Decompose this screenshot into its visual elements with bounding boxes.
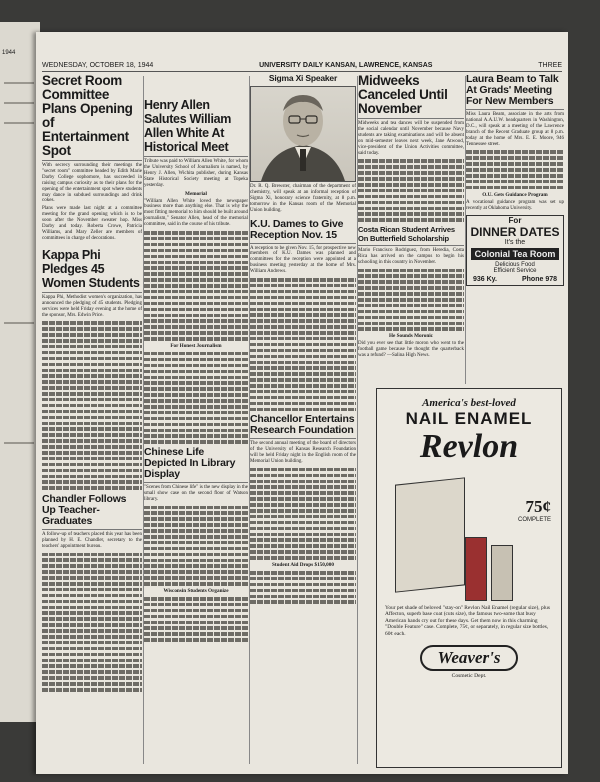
newspaper-page (36, 32, 568, 774)
headline-henry-allen: Henry Allen Salutes William Allen White At Historical Meet (144, 98, 248, 157)
base-coat-bottle-icon (491, 545, 513, 601)
header-page: THREE (538, 62, 562, 69)
revlon-description: Your pet shade of beloved "stay-on" Revlon Nail Enamel (regular size), plus Affecton, superb base coat (cuts size), the famous two-some that busy American hands cry out for these days. Get them now in this charming "Double Feature" case. Complete, 75¢, or separately, in regular size bottles, 60¢ each. (385, 605, 550, 637)
ad-title: DINNER DATES (470, 225, 560, 240)
headline-laura-beam: Laura Beam to Talk At Grads' Meeting For New Members (466, 74, 564, 110)
article-text: A vocational guidance program was set up recently at Oklahoma University. (466, 199, 564, 211)
ad-phone: Phone 978 (521, 276, 557, 284)
revlon-price: 75¢ (525, 497, 551, 516)
ad-place: Colonial Tea Room (471, 248, 559, 260)
ad-line-1: Delicious Food (495, 262, 535, 269)
column-5 (466, 74, 564, 286)
photo-headline: Sigma Xi Speaker (268, 73, 338, 83)
ad-line-2: Efficient Service (493, 268, 537, 275)
headline-secret-room: Secret Room Committee Plans Opening of Entertainment Spot (42, 74, 142, 161)
ad-its: It's the (504, 239, 526, 247)
revlon-tagline: America's best-loved (422, 397, 516, 409)
article-body-lines (42, 321, 142, 489)
subhead: Wisconsin Students Organize (163, 588, 229, 595)
product-box-icon (395, 477, 465, 592)
article-body-lines (250, 278, 356, 411)
article-text: "Scenes from Chinese life" is the new display in the small show case on the second floor of Watson library. (144, 484, 248, 502)
portrait-illustration (251, 87, 355, 181)
headline-chandler: Chandler Follows Up Teacher-Graduates (42, 494, 142, 530)
prev-page-tab: 1944 (2, 50, 16, 56)
article-body-lines (358, 269, 464, 331)
nail-enamel-bottle-icon (465, 537, 487, 601)
headline-midweeks: Midweeks Canceled Until November (358, 74, 464, 119)
subhead: Student Aid Drops $150,000 (272, 562, 334, 569)
revlon-complete: COMPLETE (517, 517, 551, 523)
prev-text-line (4, 442, 34, 444)
subhead: Memorial (185, 190, 207, 197)
article-text: Kappa Phi, Methodist women's organization, has announced the pledging of 45 students. Pledging services were held Friday evening at the home of the sponsor, Mrs. Edwin Price. (42, 294, 142, 318)
article-body-lines (144, 231, 248, 341)
article-text: Miss Laura Beam, associate in the arts from national A.A.U.W. headquarters in Washington, D.C., will speak at a meeting of the Lawrence branch of the Recent Graduate group at 8 p.m. today at the home of Mrs. E. E. Moore, 946 Tennessee street. (466, 112, 564, 147)
article-body-lines (250, 571, 356, 604)
article-text: A follow-up of teachers placed this year has been planned by H. E. Chandler, secretary to the teachers' appointment bureau. (42, 531, 142, 549)
headline-costa-rican: Costa Rican Student Arrives On Butterfield Scholarship (358, 225, 464, 246)
article-body-lines (358, 159, 464, 221)
subhead: For Honest Journalism (170, 342, 222, 349)
weavers-logo: Weaver's (420, 645, 519, 671)
previous-page-edge (0, 22, 40, 722)
ad-address: 936 Ky. (473, 276, 497, 284)
headline-chinese-life: Chinese Life Depicted In Library Display (144, 447, 248, 483)
article-text: Tribute was paid to William Allen White, for whom the University School of Journalism is named, by Henry J. Allen, Wichita publisher, during Kansas State Historical Society meeting at Topeka yesterday. (144, 159, 248, 188)
article-text: Plans were made last night at a committee meeting for the grand opening which is to be soon after the November sweater hop. Miss Darby and today. Roberta Crowe, Patricia Williams, and Mary Zeller are members of committees in charge of decorations. (42, 206, 142, 241)
subhead: O.U. Gets Guidance Program (482, 191, 548, 198)
weavers-dept: Cosmetic Dept. (451, 673, 487, 680)
headline-ku-dames: K.U. Dames to Give Reception Nov. 15 (250, 219, 356, 244)
revlon-logo-text: Revlon (419, 428, 519, 465)
prev-text-line (4, 322, 34, 324)
revlon-ad (376, 388, 562, 768)
revlon-product: NAIL ENAMEL (405, 409, 533, 428)
article-body-lines (144, 352, 248, 444)
article-body-lines (466, 150, 564, 189)
header-paper: UNIVERSITY DAILY KANSAN, LAWRENCE, KANSAS (259, 62, 433, 69)
column-1 (42, 74, 142, 694)
subhead: He Sounds Moronic (388, 333, 433, 340)
article-text: "William Allen White loved the newspaper business more than anything else. That is why the most fitting memorial to him should be built around journalism," Senator Allen, head of the memorial committee, said in the course of his tribute. (144, 198, 248, 228)
article-text: Midweeks and tea dances will be suspended from the social calendar until November because Navy students are taking examinations and will be absent on mid-semester leaves next week, Jane Atwood, vice-president of the Union Activities committee, said today. (358, 121, 464, 156)
header-date: WEDNESDAY, OCTOBER 18, 1944 (42, 62, 154, 69)
headline-kappa-phi: Kappa Phi Pledges 45 Women Students (42, 248, 142, 293)
headline-chancellor: Chancellor Entertains Research Foundation (250, 414, 356, 439)
tea-room-ad (466, 215, 564, 286)
article-body-lines (42, 553, 142, 692)
portrait-photo (250, 86, 356, 182)
page-header (42, 60, 562, 72)
article-body-lines (250, 468, 356, 560)
article-text: A reception to be given Nov. 15, for prospective new members of K.U. Dames was planned and committees for the reception were appointed at a business meeting yesterday at the home of Mrs. William Andrews. (250, 245, 356, 275)
photo-caption: Dr. R. Q. Brewster, chairman of the department of chemistry, will speak at an informal reception of Sigma Xi, honorary science fraternity, at 8 p.m. tomorrow in the Kansas room of the Memorial Union building. (250, 184, 356, 213)
prev-text-line (4, 82, 34, 84)
article-body-lines (144, 506, 248, 586)
article-text: The second annual meeting of the board of directors of the University of Kansas Research Foundation will be held Friday night in the English room of the Memorial Union building. (250, 441, 356, 464)
article-body-lines (144, 597, 248, 642)
revlon-product-illustration (387, 469, 551, 601)
column-3 (250, 74, 356, 606)
column-4 (358, 74, 464, 359)
article-text: Did you ever see that little moron who went to the football game because he thought the quarterback was a refund? —Salina High News. (358, 341, 464, 359)
article-text: Mario Francisco Rodriguez, from Heredia, Costa Rica has arrived on the campus to begin his schooling in this country in November. (358, 247, 464, 265)
prev-text-line (4, 102, 34, 104)
article-text: With secrecy surrounding their meetings the "secret room" committee headed by Edith Marie Darby College sophomore, has succeeded in raising campus curiosity as to their plans for the opening of the entertainment spot where students may dance in subdued surroundings and drink cokes. (42, 163, 142, 204)
prev-text-line (4, 122, 34, 124)
ad-for: For (508, 216, 522, 226)
column-2 (144, 74, 248, 644)
